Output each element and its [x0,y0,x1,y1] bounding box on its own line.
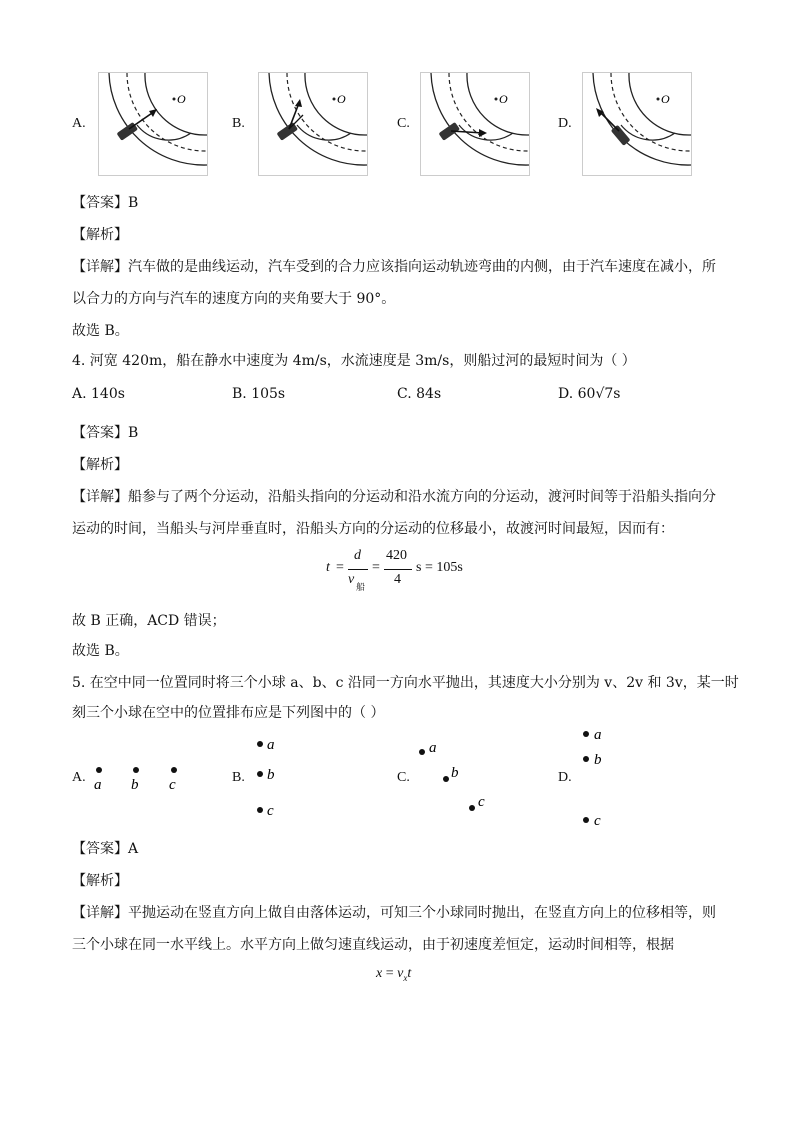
q3-analysis-heading: 【解析】 [72,227,128,243]
ball-c [257,807,263,813]
q5-figure-b [254,732,294,822]
ball-a-label: a [94,777,102,793]
q3-option-a-label: A. [72,116,86,131]
center-o-label: O [177,92,186,106]
q4-analysis-heading: 【解析】 [72,457,128,473]
ball-a [257,741,263,747]
ball-b [583,756,589,762]
q4-option-d: D. 60√7s [558,386,621,402]
q3-detail-line2: 以合力的方向与汽车的速度方向的夹角要大于 90°。 [72,291,396,307]
q5-option-a-label: A. [72,770,86,785]
q3-option-d-label: D. [558,116,572,131]
ball-b-label: b [131,777,139,793]
center-o-label: O [661,92,670,106]
q3-figure-a [98,72,208,176]
ball-a [583,731,589,737]
q4-stem: 4. 河宽 420m，船在静水中速度为 4m/s，水流速度是 3m/s，则船过河的最短时间为（ ） [72,353,636,369]
ball-b-label: b [451,765,459,781]
q3-answer: 【答案】B [72,195,139,211]
q3-conclusion: 故选 B。 [72,323,129,339]
q5-option-c-label: C. [397,770,410,785]
ball-a [96,767,102,773]
q4-judgement: 故 B 正确，ACD 错误； [72,613,226,629]
q3-option-b-label: B. [232,116,245,131]
center-o-label: O [499,92,508,106]
q5-formula: $x = v_xt$ [376,966,412,983]
ball-b-label: b [267,767,275,783]
ball-c [583,817,589,823]
ball-b-label: b [594,752,602,768]
ball-b [257,771,263,777]
ball-c [171,767,177,773]
ball-b [443,776,449,782]
q4-detail-line1: 【详解】船参与了两个分运动，沿船头指向的分运动和沿水流方向的分运动，渡河时间等于沿船头指向分 [72,489,716,505]
ball-a-label: a [594,727,602,743]
q3-option-c-label: C. [397,116,410,131]
ball-b [133,767,139,773]
q4-conclusion: 故选 B。 [72,643,129,659]
ball-a-label: a [429,740,437,756]
ball-c-label: c [594,813,601,829]
q5-option-b-label: B. [232,770,245,785]
ball-c-label: c [169,777,176,793]
ball-c-label: c [267,803,274,819]
q5-answer: 【答案】A [72,841,139,857]
q3-figure-b [258,72,368,176]
q3-figure-d [582,72,692,176]
q5-detail-line2: 三个小球在同一水平线上。水平方向上做匀速直线运动，由于初速度差恒定，运动时间相等，根据 [72,937,674,953]
q5-figure-a [92,760,192,796]
q3-figure-c [420,72,530,176]
q5-stem-line2: 刻三个小球在空中的位置排布应是下列图中的（ ） [72,705,385,721]
q5-analysis-heading: 【解析】 [72,873,128,889]
q4-option-a: A. 140s [72,386,125,402]
q5-figure-d [580,722,620,830]
ball-c-label: c [478,794,485,810]
q5-detail-line1: 【详解】平抛运动在竖直方向上做自由落体运动，可知三个小球同时抛出，在竖直方向上的位移相等，则 [72,905,716,921]
ball-a-label: a [267,737,275,753]
q4-answer: 【答案】B [72,425,139,441]
center-o-label: O [337,92,346,106]
q3-detail-line1: 【详解】汽车做的是曲线运动，汽车受到的合力应该指向运动轨迹弯曲的内侧，由于汽车速度在减小，所 [72,259,716,275]
q5-option-d-label: D. [558,770,572,785]
q4-detail-line2: 运动的时间，当船头与河岸垂直时，沿船头方向的分运动的位移最小，故渡河时间最短，因而有： [72,521,674,537]
q4-option-b: B. 105s [232,386,286,402]
q4-option-c: C. 84s [397,386,442,402]
q5-figure-c [416,734,496,814]
ball-a [419,749,425,755]
ball-c [469,805,475,811]
q5-stem-line1: 5. 在空中同一位置同时将三个小球 a、b、c 沿同一方向水平抛出，其速度大小分别为 v、2v 和 3v，某一时 [72,675,739,691]
